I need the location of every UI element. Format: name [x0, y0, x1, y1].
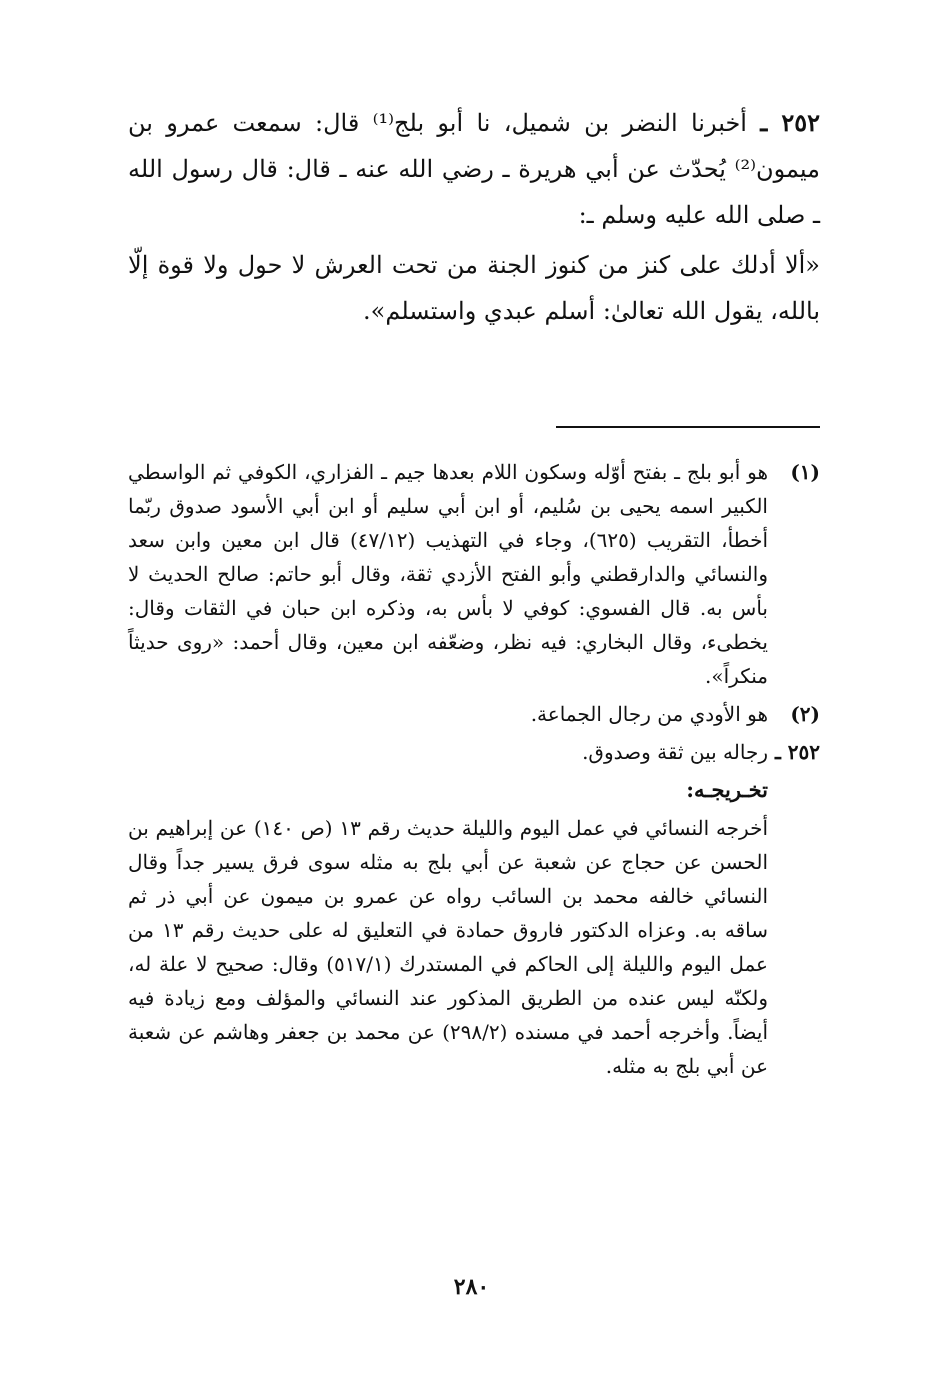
footnote-marker: ٢٥٢ ـ	[774, 740, 820, 764]
footnote-marker: (١)	[790, 460, 820, 484]
main-text-block	[128, 100, 820, 334]
footnote-text: هو أبو بلج ـ بفتح أوّله وسكون اللام بعدها جيم ـ الفزاري، الكوفي ثم الواسطي الكبير اسمه يحيى بن سُليم، أو ابن أبي سليم أو ابن أبي الأسود صدوق ربّما أخطأ، التقريب (٦٢٥)، وجاء في التهذيب (٤٧/١٢) قال ابن معين وابن سعد والنسائي والدارقطني وأبو الفتح الأزدي ثقة، وقال أبو حاتم: صالح الحديث لا بأس به. قال الفسوي: كوفي لا بأس به، وذكره ابن حبان في الثقات وقال: يخطىء، وقال البخاري: فيه نظر، وضعّفه ابن معين، وقال أحمد: «روى حديثاً منكراً».	[128, 460, 768, 688]
footnote-text: رجاله بين ثقة وصدوق.	[582, 740, 768, 764]
footnote-1	[128, 455, 820, 693]
footnotes-block	[128, 455, 820, 1083]
footnote-252	[128, 735, 820, 769]
footnote-separator	[556, 426, 820, 428]
takhrij-heading: تخـريجـه:	[686, 777, 768, 802]
hadith-paragraph	[128, 100, 820, 238]
page-number: ٢٨٠	[453, 1274, 490, 1300]
footnote-marker: (٢)	[790, 702, 820, 726]
footnote-text: هو الأودي من رجال الجماعة.	[530, 702, 768, 726]
footnote-2	[128, 697, 820, 731]
hadith-quote: «ألا أدلك على كنز من كنوز الجنة من تحت العرش لا حول ولا قوة إلّا بالله، يقول الله تعالىٰ: أسلم عبدي واستسلم».	[128, 251, 820, 325]
hadith-number: ٢٥٢ ـ	[760, 108, 820, 137]
hadith-text: أخبرنا النضر بن شميل، نا أبو بلج⁽¹⁾ قال: سمعت عمرو بن ميمون⁽²⁾ يُحدّث عن أبي هريرة ـ رضي الله عنه ـ قال: قال رسول الله ـ صلى الله عليه وسلم ـ:	[128, 109, 820, 229]
takhrij-text: أخرجه النسائي في عمل اليوم والليلة حديث رقم ١٣ (ص ١٤٠) عن إبراهيم بن الحسن عن حجاج عن شعبة عن أبي بلج به مثله سوى فرق يسير جداً وقال النسائي خالفه محمد بن السائب رواه عن عمرو بن ميمون عن أبي ذر ثم ساقه به. وعزاه الدكتور فاروق حمادة في التعليق له على حديث رقم ١٣ من عمل اليوم والليلة إلى الحاكم في المستدرك (٥١٧/١) وقال: صحيح لا علة له، ولكنّه ليس عنده من الطريق المذكور عند النسائي والمؤلف ومع زيادة فيه أيضاً. وأخرجه أحمد في مسنده (٢٩٨/٢) عن محمد بن جعفر وهاشم عن شعبة عن أبي بلج به مثله.	[128, 816, 768, 1078]
